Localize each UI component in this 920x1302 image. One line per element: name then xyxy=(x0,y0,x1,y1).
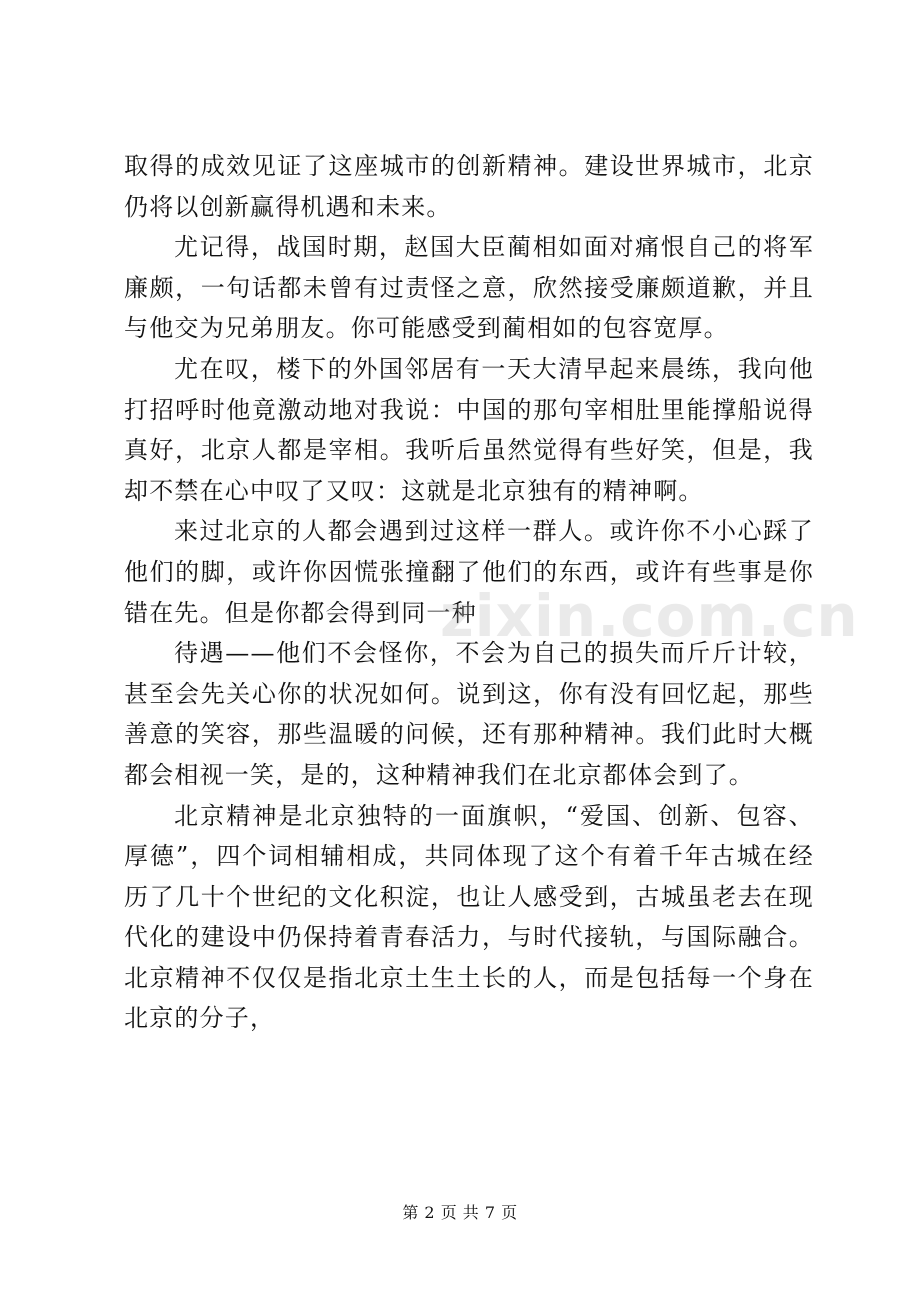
paragraph-2: 尤记得，战国时期，赵国大臣蔺相如面对痛恨自己的将军廉颇，一句话都未曾有过责怪之意，欣然接受廉颇道歉，并且与他交为兄弟朋友。你可能感受到蔺相如的包容宽厚。 xyxy=(124,233,814,343)
paragraph-4: 来过北京的人都会遇到过这样一群人。或许你不小心踩了他们的脚，或许你因慌张撞翻了他们的东西，或许有些事是你错在先。但是你都会得到同一种 xyxy=(124,517,814,627)
page-number-footer: 第 2 页 共 7 页 xyxy=(402,1203,518,1222)
watermark: zixin.com.cn xyxy=(440,582,859,650)
paragraph-5: 待遇——他们不会怪你，不会为自己的损失而斤斤计较，甚至会先关心你的状况如何。说到这，你有没有回忆起，那些善意的笑容，那些温暖的问候，还有那种精神。我们此时大概都会相视一笑，是的，这种精神我们在北京都体会到了。 xyxy=(124,639,814,789)
paragraph-6: 北京精神是北京独特的一面旗帜，“爱国、创新、包容、厚德”，四个词相辅相成，共同体现了这个有着千年古城在经历了几十个世纪的文化积淀，也让人感受到，古城虽老去在现代化的建设中仍保持着青春活力，与时代接轨，与国际融合。北京精神不仅仅是指北京土生土长的人，而是包括每一个身在北京的分子， xyxy=(124,801,814,1033)
document-body xyxy=(124,146,814,1039)
paragraph-3: 尤在叹，楼下的外国邻居有一天大清早起来晨练，我向他打招呼时他竟激动地对我说：中国的那句宰相肚里能撑船说得真好，北京人都是宰相。我听后虽然觉得有些好笑，但是，我却不禁在心中叹了又叹：这就是北京独有的精神啊。 xyxy=(124,354,814,505)
paragraph-1: 取得的成效见证了这座城市的创新精神。建设世界城市，北京仍将以创新赢得机遇和未来。 xyxy=(124,152,814,221)
